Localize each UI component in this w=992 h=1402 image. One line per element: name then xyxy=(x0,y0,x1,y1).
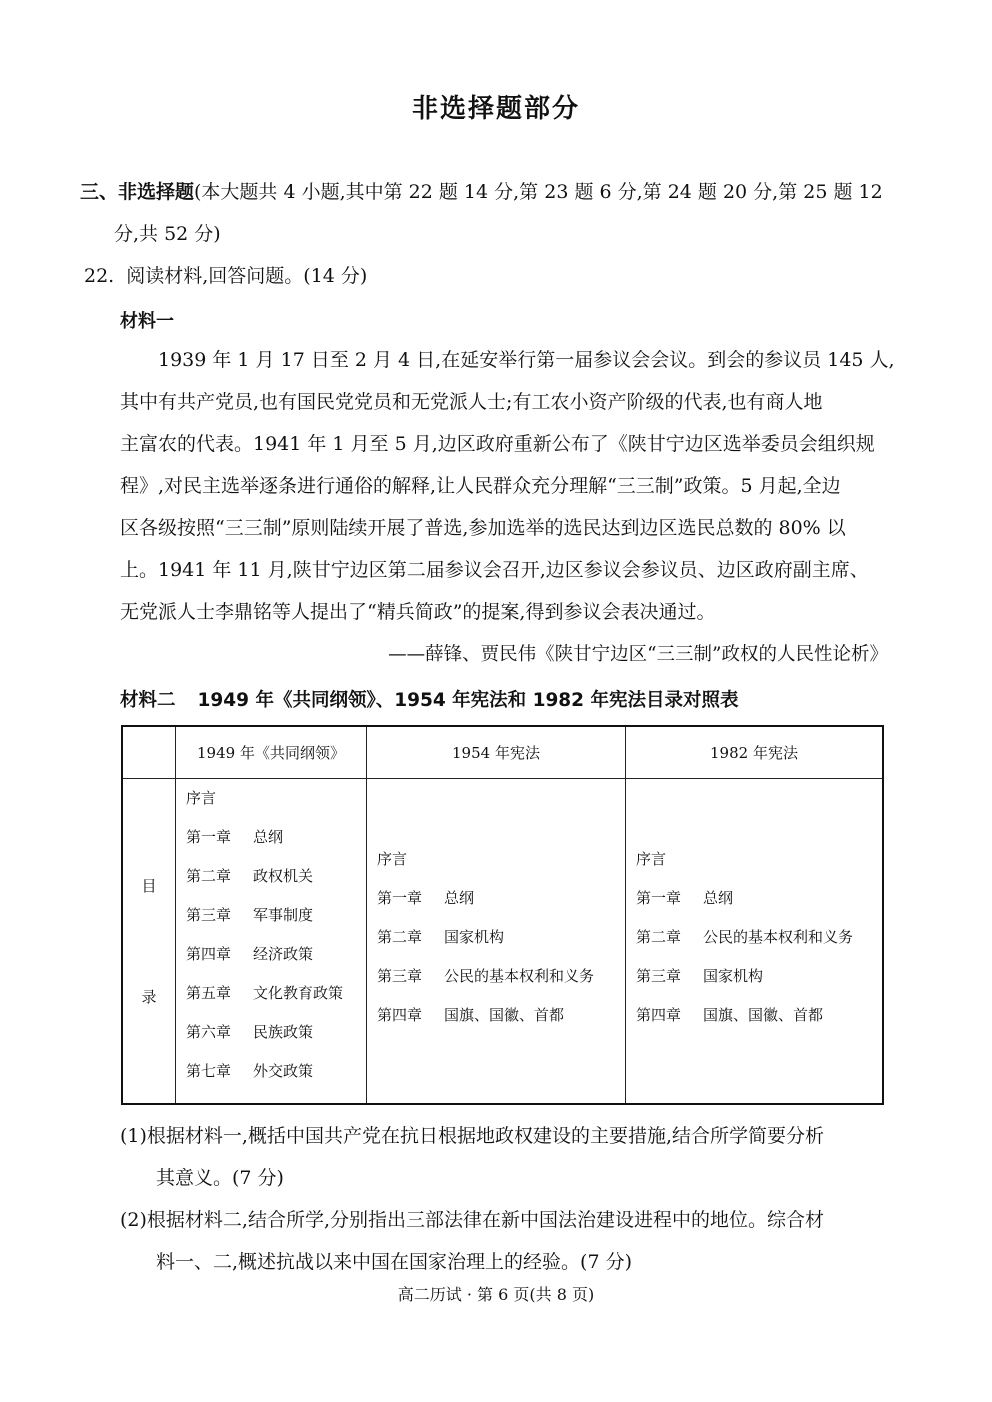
side-label-bottom: 录 xyxy=(141,988,157,1006)
list-item: 第六章 民族政策 xyxy=(186,1023,314,1041)
list-item: 序言 xyxy=(636,850,667,868)
material1-line: 主富农的代表。1941 年 1 月至 5 月,边区政府重新公布了《陕甘宁边区选举委员会组织规 xyxy=(120,433,875,455)
section-desc-line2: 分,共 52 分) xyxy=(114,223,221,245)
table-col-1982 xyxy=(626,779,884,1105)
list-item: 第四章 经济政策 xyxy=(186,945,314,963)
table-body-row xyxy=(122,779,883,1105)
material2-title: 1949 年《共同纲领》、1954 年宪法和 1982 年宪法目录对照表 xyxy=(197,690,739,711)
table-col-1954 xyxy=(367,779,626,1105)
list-item: 第四章 国旗、国徽、首都 xyxy=(377,1006,565,1024)
question-22 xyxy=(84,264,367,288)
side-label-top: 目 xyxy=(141,877,157,895)
list-item: 序言 xyxy=(186,789,217,807)
list-item: 第四章 国旗、国徽、首都 xyxy=(636,1006,824,1024)
list-item: 第二章 国家机构 xyxy=(377,928,505,946)
section-label: 三、非选择题 xyxy=(80,181,195,203)
list-item: 第二章 公民的基本权利和义务 xyxy=(636,928,854,946)
page-footer: 高二历试 · 第 6 页(共 8 页) xyxy=(397,1285,595,1304)
material1-line: 1939 年 1 月 17 日至 2 月 4 日,在延安举行第一届参议会会议。到会的参议员 145 人, xyxy=(158,349,895,371)
list-item: 第五章 文化教育政策 xyxy=(186,984,344,1002)
material1-source: ——薛锋、贾民伟《陕甘宁边区“三三制”政权的人民性论析》 xyxy=(388,644,888,665)
page-title: 非选择题部分 xyxy=(411,94,580,124)
sub-question-1-line2: 其意义。(7 分) xyxy=(156,1167,284,1189)
list-item: 第三章 军事制度 xyxy=(186,906,314,924)
list-item: 第二章 政权机关 xyxy=(186,867,314,885)
table-header-cell: 1949 年《共同纲领》 xyxy=(176,726,367,779)
section-desc-line1: (本大题共 4 小题,其中第 22 题 14 分,第 23 题 6 分,第 24 题 20 分,第 25 题 12 xyxy=(194,181,883,203)
sub-question-1-line1: (1)根据材料一,概括中国共产党在抗日根据地政权建设的主要措施,结合所学简要分析 xyxy=(120,1125,824,1147)
table-side-label xyxy=(122,779,176,1105)
list-item: 第一章 总纲 xyxy=(636,889,734,907)
table-header-cell: 1954 年宪法 xyxy=(367,726,626,779)
table-corner-cell xyxy=(122,726,176,779)
list-item: 第一章 总纲 xyxy=(377,889,475,907)
list-item: 第三章 公民的基本权利和义务 xyxy=(377,967,595,985)
material1-line: 区各级按照“三三制”原则陆续开展了普选,参加选举的选民达到边区选民总数的 80% 以 xyxy=(120,517,846,539)
material1-line: 其中有共产党员,也有国民党党员和无党派人士;有工农小资产阶级的代表,也有商人地 xyxy=(120,391,823,413)
table-header-row xyxy=(122,726,883,779)
material2-heading xyxy=(120,686,739,712)
comparison-table xyxy=(121,725,884,1105)
material1-line: 上。1941 年 11 月,陕甘宁边区第二届参议会召开,边区参议会参议员、边区政府副主席、 xyxy=(120,559,869,581)
material1-line: 程》,对民主选举逐条进行通俗的解释,让人民群众充分理解“三三制”政策。5 月起,全边 xyxy=(120,475,841,497)
sub-question-2-line1: (2)根据材料二,结合所学,分别指出三部法律在新中国法治建设进程中的地位。综合材 xyxy=(120,1209,824,1231)
list-item: 第三章 国家机构 xyxy=(636,967,764,985)
list-item: 序言 xyxy=(377,850,408,868)
question-number: 22. xyxy=(84,265,115,287)
section-heading xyxy=(80,180,883,204)
table-col-1949 xyxy=(176,779,367,1105)
material1-line: 无党派人士李鼎铭等人提出了“精兵简政”的提案,得到参议会表决通过。 xyxy=(120,601,716,623)
question-prompt: 阅读材料,回答问题。(14 分) xyxy=(126,265,368,287)
material2-label: 材料二 xyxy=(120,690,176,711)
material1-label: 材料一 xyxy=(120,311,174,332)
list-item: 第一章 总纲 xyxy=(186,828,284,846)
table-header-cell: 1982 年宪法 xyxy=(626,726,884,779)
list-item: 第七章 外交政策 xyxy=(186,1062,314,1080)
sub-question-2-line2: 料一、二,概述抗战以来中国在国家治理上的经验。(7 分) xyxy=(156,1251,632,1273)
